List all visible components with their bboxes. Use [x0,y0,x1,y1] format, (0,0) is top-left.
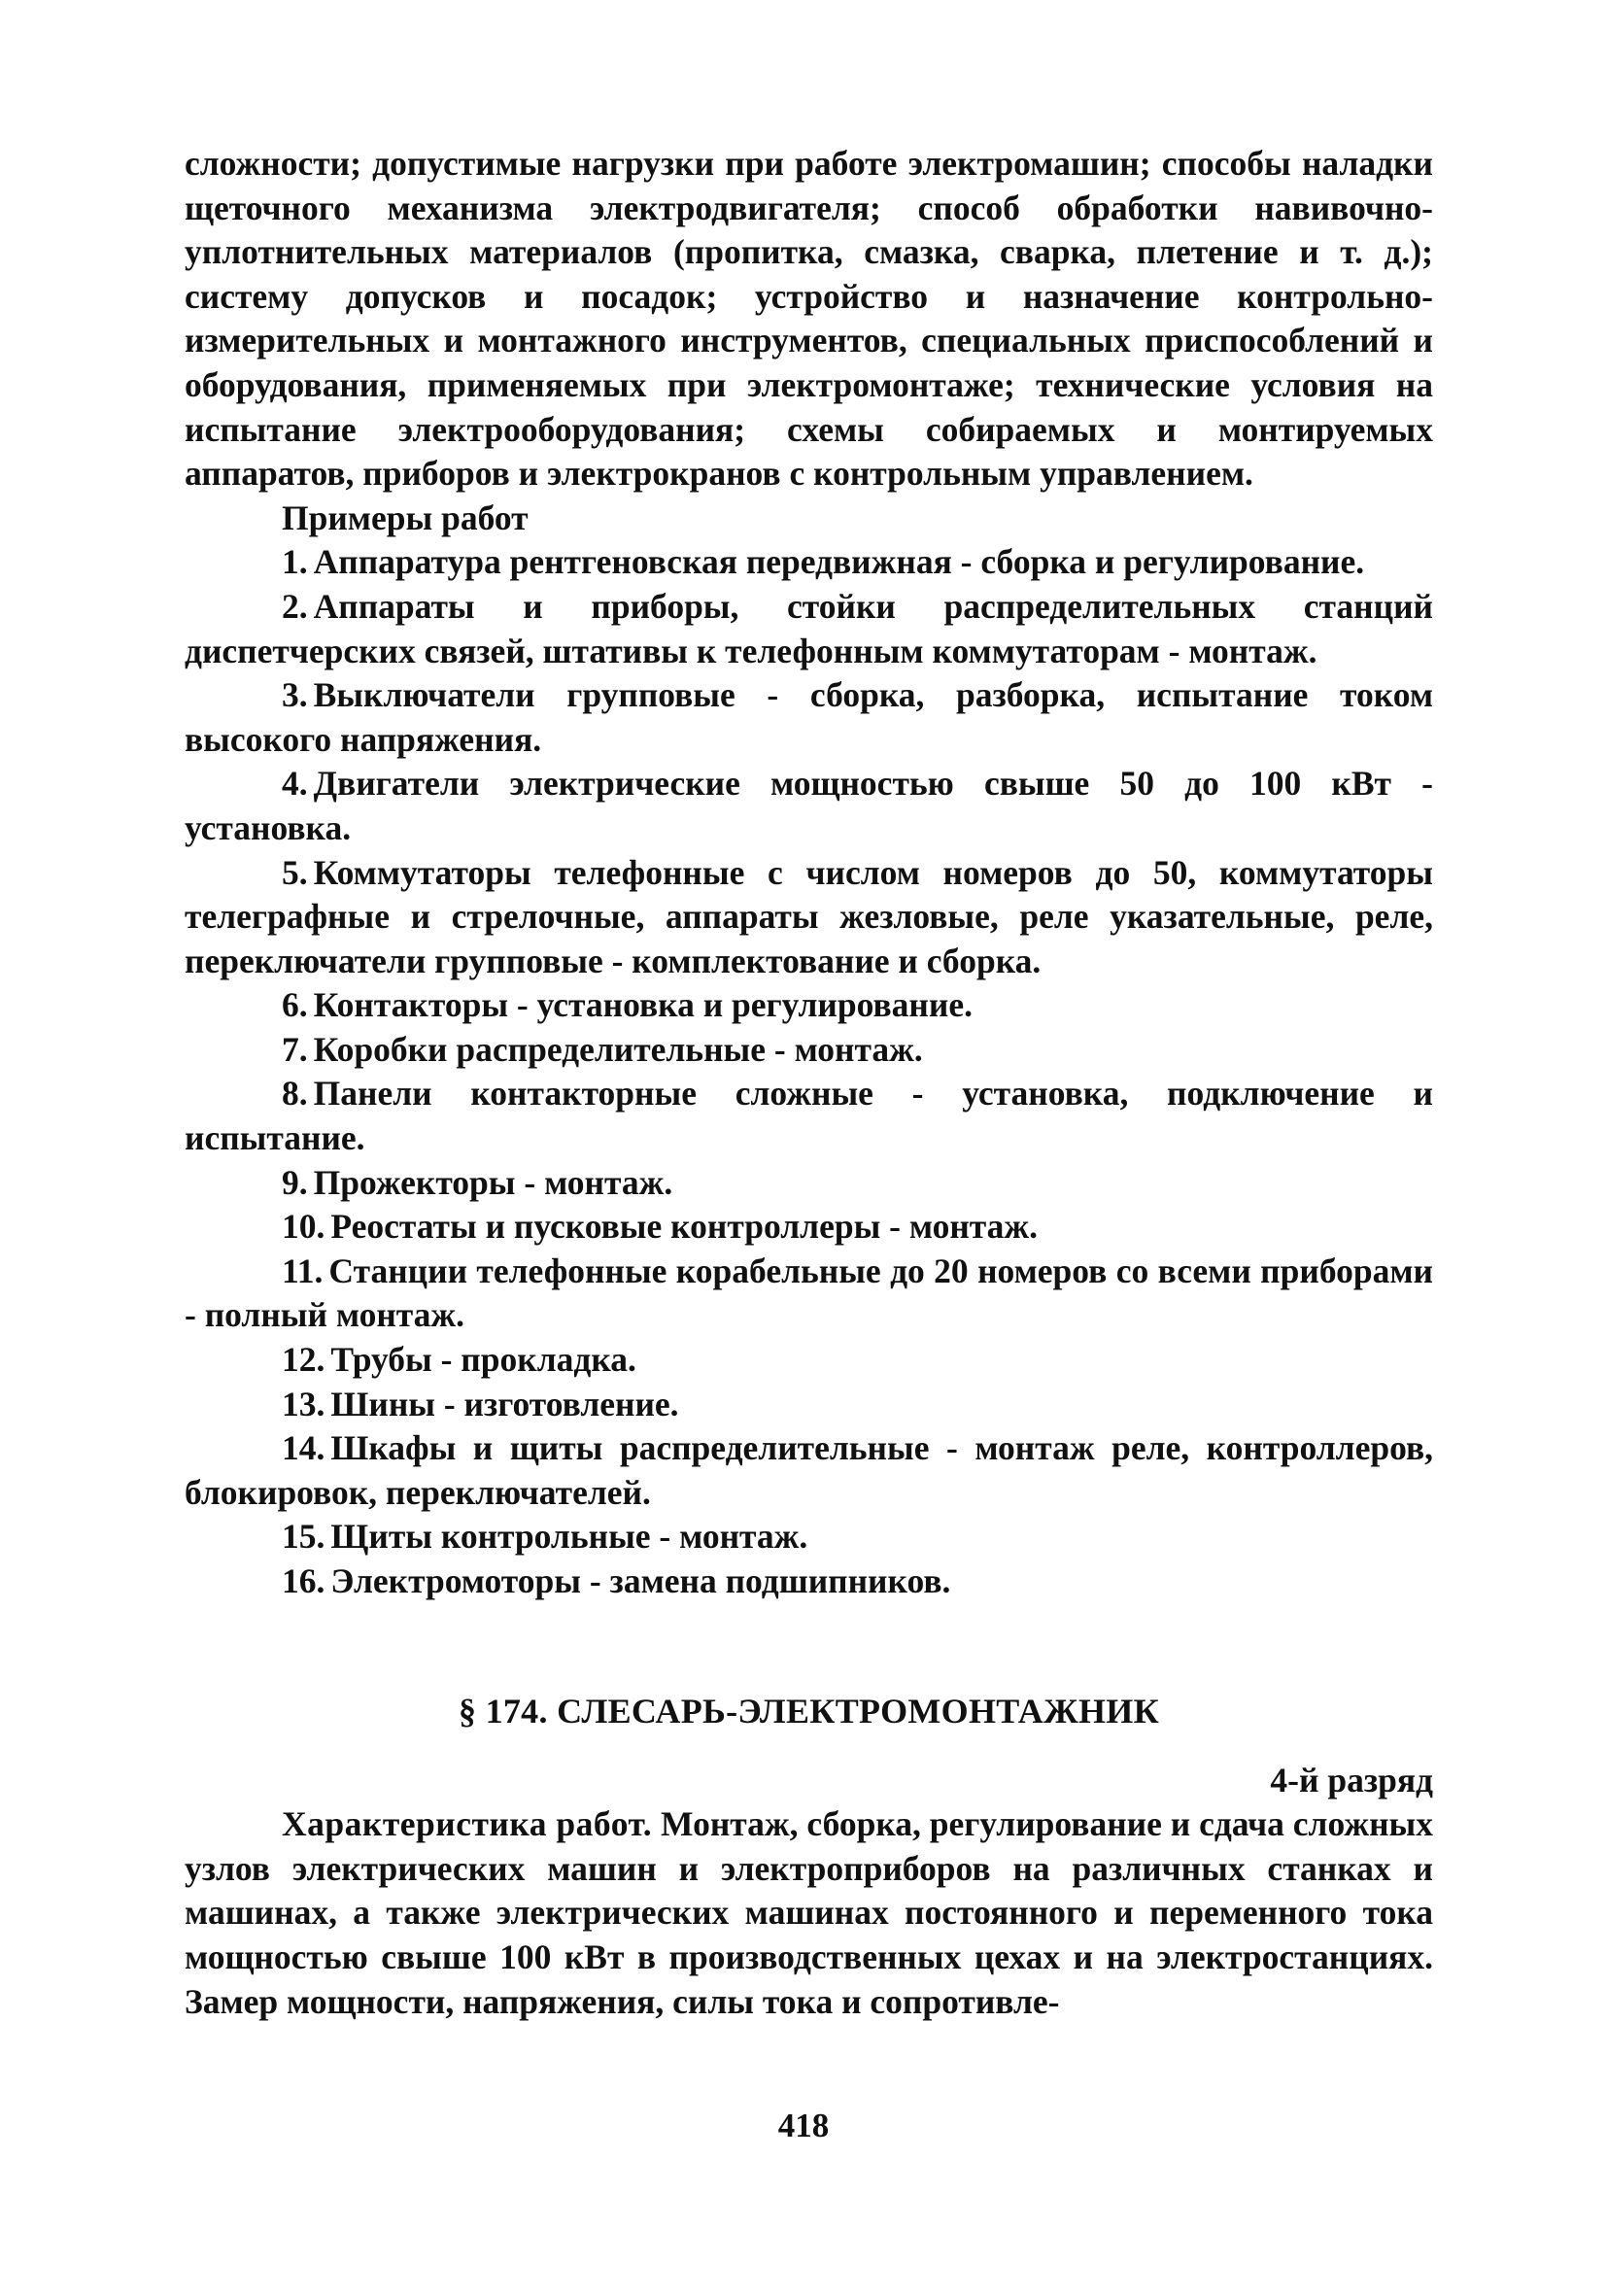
example-text: Аппараты и приборы, стойки распределительных станций диспетчерских связей, штативы к телефонным коммутаторам - монтаж. [185,586,1433,670]
example-text: Трубы - прокладка. [330,1340,636,1380]
example-text: Шкафы и щиты распределительные - монтаж реле, контроллеров, блокировок, переключателей. [185,1428,1433,1512]
example-text: Панели контакторные сложные - установка, подключение и испытание. [185,1074,1433,1158]
example-item [185,1161,1433,1206]
example-item [185,1250,1433,1338]
example-number: 4. [282,764,308,804]
example-number: 15. [282,1517,325,1557]
example-text: Прожекторы - монтаж. [313,1162,673,1202]
example-number: 2. [282,586,308,626]
examples-list [185,540,1433,1603]
example-number: 14. [282,1428,325,1468]
example-text: Двигатели электрические мощностью свыше 50 до 100 кВт - установка. [185,764,1433,847]
characteristics-text: Монтаж, сборка, регулирование и сдача сложных узлов электрических машин и электроприборов на различных станках и машинах, а также электрических машинах постоянного и переменного тока мощностью свыше 100 кВт в производственных цехах и на электростанциях. Замер мощности, напряжения, силы тока и сопротивле- [185,1804,1433,2021]
example-item [185,1338,1433,1383]
page-number: 418 [777,2107,830,2144]
example-item [185,673,1433,762]
example-text: Выключатели групповые - сборка, разборка, испытание током высокого напряжения. [185,675,1433,759]
example-number: 16. [282,1561,325,1600]
example-number: 1. [282,542,308,582]
example-number: 10. [282,1207,325,1247]
example-number: 11. [282,1251,324,1290]
example-text: Контакторы - установка и регулирование. [313,985,973,1025]
example-item [185,762,1433,850]
page-text [185,142,1433,2024]
intro-paragraph: сложности; допустимые нагрузки при работе электромашин; способы наладки щеточного механизма электродвигателя; способ обработки навивочно-уплотнительных материалов (пропитка, смазка, сварка, плетение и т. д.); систему допусков и посадок; устройство и назначение контрольно-измерительных и монтажного инструментов, специальных приспособлений и оборудования, применяемых при электромонтаже; технические условия на испытание электрооборудования; схемы собираемых и монтируемых аппаратов, приборов и электрокранов с контрольным управлением. [185,144,1433,494]
example-item [185,1205,1433,1250]
example-item [185,1515,1433,1559]
grade-label: 4-й разряд [1270,1760,1433,1799]
example-text: Аппаратура рентгеновская передвижная - сборка и регулирование. [313,542,1365,582]
example-text: Электромоторы - замена подшипников. [330,1561,951,1600]
characteristics-label: Характеристика работ. [282,1804,653,1844]
example-item [185,1072,1433,1160]
example-item [185,851,1433,984]
example-number: 6. [282,985,308,1025]
example-text: Станции телефонные корабельные до 20 номеров со всеми приборами - полный монтаж. [185,1251,1433,1335]
characteristics-paragraph [185,1802,1433,2024]
example-text: Шины - изготовление. [330,1384,679,1423]
example-item [185,1383,1433,1427]
example-item [185,540,1433,585]
example-number: 9. [282,1162,308,1202]
example-number: 8. [282,1074,308,1114]
example-number: 5. [282,852,308,892]
example-text: Реостаты и пусковые контроллеры - монтаж. [330,1207,1039,1247]
example-item [185,1559,1433,1604]
example-text: Коробки распределительные - монтаж. [313,1029,923,1069]
example-number: 13. [282,1384,325,1423]
example-item [185,1426,1433,1515]
example-text: Коммутаторы телефонные с числом номеров до 50, коммутаторы телеграфные и стрелочные, аппараты жезловые, реле указательные, реле, переключатели групповые - комплектование и сборка. [185,852,1433,980]
section-title: § 174. СЛЕСАРЬ-ЭЛЕКТРОМОНТАЖНИК [458,1691,1159,1731]
example-number: 12. [282,1340,325,1380]
example-item [185,1028,1433,1073]
example-number: 3. [282,675,308,715]
example-text: Щиты контрольные - монтаж. [330,1517,808,1557]
example-item [185,983,1433,1028]
examples-heading: Примеры работ [282,497,529,537]
example-item [185,585,1433,673]
example-number: 7. [282,1029,308,1069]
